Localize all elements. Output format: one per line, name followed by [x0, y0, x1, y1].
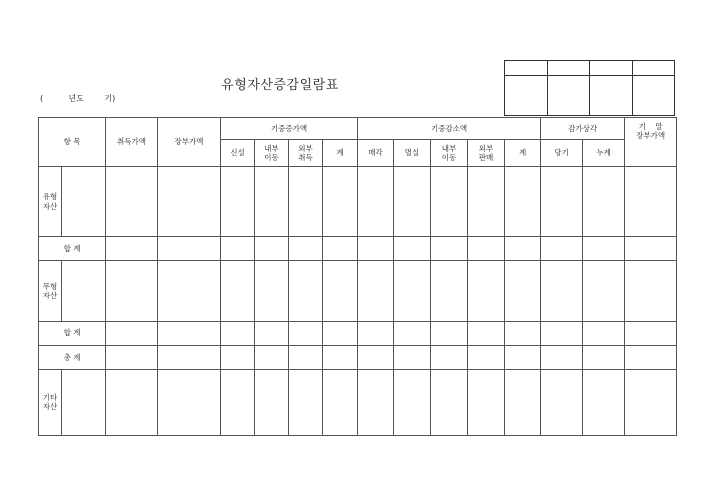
approval-box [504, 60, 675, 116]
header-item: 항 목 [39, 118, 106, 167]
header-current-period: 당기 [541, 140, 583, 167]
header-acquisition-cost: 취득가액 [106, 118, 158, 167]
row-label-subtotal: 합 계 [39, 237, 106, 261]
table-row [39, 261, 677, 321]
approval-cell [632, 76, 675, 116]
row-label-other: 기타 자산 [39, 369, 62, 435]
header-external-acquisition: 외부 취득 [289, 140, 323, 167]
header-decrease-sum: 계 [505, 140, 541, 167]
approval-cell [590, 76, 633, 116]
approval-cell [505, 76, 548, 116]
table-row [39, 167, 677, 237]
header-loss: 멸실 [394, 140, 431, 167]
header-increase-sum: 계 [323, 140, 358, 167]
approval-cell [547, 76, 590, 116]
approval-cell [590, 61, 633, 76]
header-external-sale: 외부 판매 [468, 140, 505, 167]
fiscal-period: ( 년도 기) [40, 94, 116, 103]
table-row [39, 345, 677, 369]
row-label-subtotal: 합 계 [39, 321, 106, 345]
header-increase: 기중증가액 [221, 118, 358, 140]
approval-cell [547, 61, 590, 76]
table-row [39, 369, 677, 435]
document-title: 유형자산증감일람표 [221, 78, 339, 93]
asset-change-table [38, 117, 677, 436]
header-internal-transfer-in: 내부 이동 [255, 140, 289, 167]
header-decrease: 기중감소액 [358, 118, 541, 140]
approval-cell [632, 61, 675, 76]
row-label-tangible: 유형 자산 [39, 167, 62, 237]
header-sale: 매각 [358, 140, 394, 167]
header-internal-transfer-out: 내부 이동 [431, 140, 468, 167]
header-cumulative: 누계 [583, 140, 625, 167]
header-end-book-value: 기 말 장부가액 [625, 118, 677, 167]
approval-cell [505, 61, 548, 76]
header-book-value: 장부가액 [158, 118, 221, 167]
table-row [39, 321, 677, 345]
header-new: 신설 [221, 140, 255, 167]
header-depreciation: 감가상각 [541, 118, 625, 140]
row-label-intangible: 무형 자산 [39, 261, 62, 321]
row-label-grand-total: 총 계 [39, 345, 106, 369]
table-row [39, 237, 677, 261]
